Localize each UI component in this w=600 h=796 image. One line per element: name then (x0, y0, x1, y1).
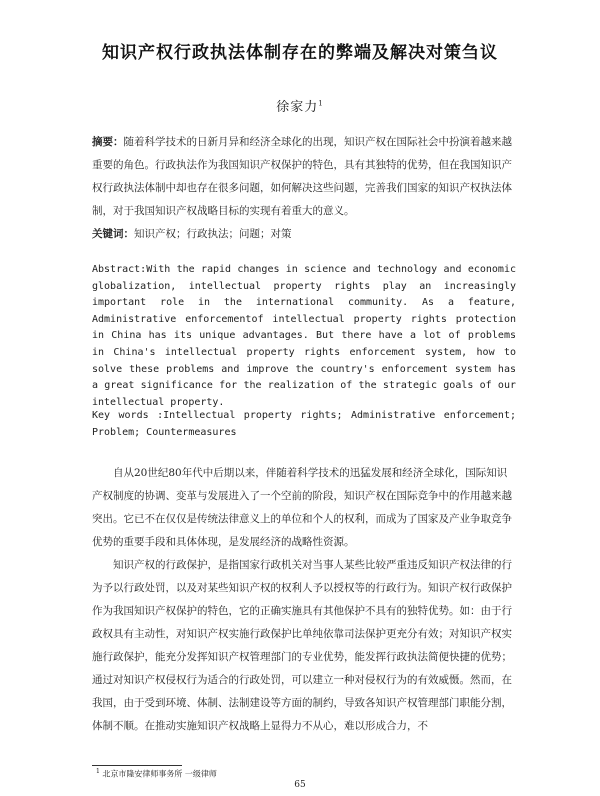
keywords-en (92, 408, 516, 441)
body-paragraph-1: 自从20世纪80年代中后期以来，伴随着科学技术的迅猛发展和经济全球化，国际知识产权制度的协调、变革与发展进入了一个空前的阶段，知识产权在国际竞争中的作用越来越突出。它已不在仅仅是传统法律意义上的单位和个人的权利，而成为了国家及产业争取竞争优势的重要手段和具体体现，是发展经济的战略性资源。 (92, 467, 512, 548)
abstract-en-label: Abstract: (92, 264, 147, 275)
keywords-cn-label: 关键词： (92, 228, 134, 240)
abstract-cn-text: 随着科学技术的日新月异和经济全球化的出现，知识产权在国际社会中扮演着越来越重要的角色。行政执法作为我国知识产权保护的特色，具有其独特的优势，但在我国知识产权行政执法体制中却也存在很多问题，如何解决这些问题，完善我们国家的知识产权执法体制，对于我国知识产权战略目标的实现有着重大的意义。 (92, 136, 512, 217)
page-number: 65 (294, 780, 306, 790)
author-footnote-mark: 1 (318, 99, 324, 108)
abstract-cn-section (92, 131, 512, 246)
keywords-cn-text: 知识产权；行政执法；问题；对策 (134, 228, 292, 240)
keywords-en-label: Key words : (92, 410, 164, 421)
author-line (0, 96, 600, 115)
keywords-cn (92, 223, 512, 246)
footnote-mark: 1 (96, 768, 100, 775)
abstract-cn-label: 摘要： (92, 136, 124, 148)
abstract-en (92, 262, 516, 411)
paper-title: 知识产权行政执法体制存在的弊端及解决对策刍议 (102, 43, 498, 63)
author-name: 徐家力 (276, 100, 319, 115)
abstract-cn (92, 131, 512, 223)
keywords-en-text: Intellectual property rights; Administrative enforcement; Problem; Countermeasures (92, 410, 516, 438)
abstract-en-text: With the rapid changes in science and technology and economic globalization, intellectual property rights play an increasingly important role in the international community. As a feature, Administrative enforcementof intellectual property rights protection in China has its unique advantages. But there have a lot of problems in China's intellectual property rights enforcement system, how to solve these problems and improve the country's enforcement system has a great significance for the realization of the strategic goals of our intellectual property. (92, 264, 516, 408)
body-paragraph-2: 知识产权的行政保护，是指国家行政机关对当事人某些比较严重违反知识产权法律的行为予以行政处罚，以及对某些知识产权的权利人予以授权等的行政行为。知识产权行政保护作为我国知识产权保护的特色，它的正确实施具有其他保护不具有的独特优势。如：由于行政权具有主动性，对知识产权实施行政保护比单纯依靠司法保护更充分有效；对知识产权实施行政保护，能充分发挥知识产权管理部门的专业优势，能发挥行政执法简便快捷的优势；通过对知识产权侵权行为适合的行政处罚，可以建立一种对侵权行为的有效威慑。然而，在我国，由于受到环境、体制、法制建设等方面的制约，导致各知识产权管理部门职能分割，体制不顺。在推动实施知识产权战略上显得力不从心，难以形成合力，不 (92, 559, 512, 732)
footnote (96, 768, 217, 780)
body-text (92, 462, 512, 738)
footnote-text: 北京市隆安律师事务所 一级律师 (102, 769, 217, 779)
footnote-divider (92, 765, 182, 766)
